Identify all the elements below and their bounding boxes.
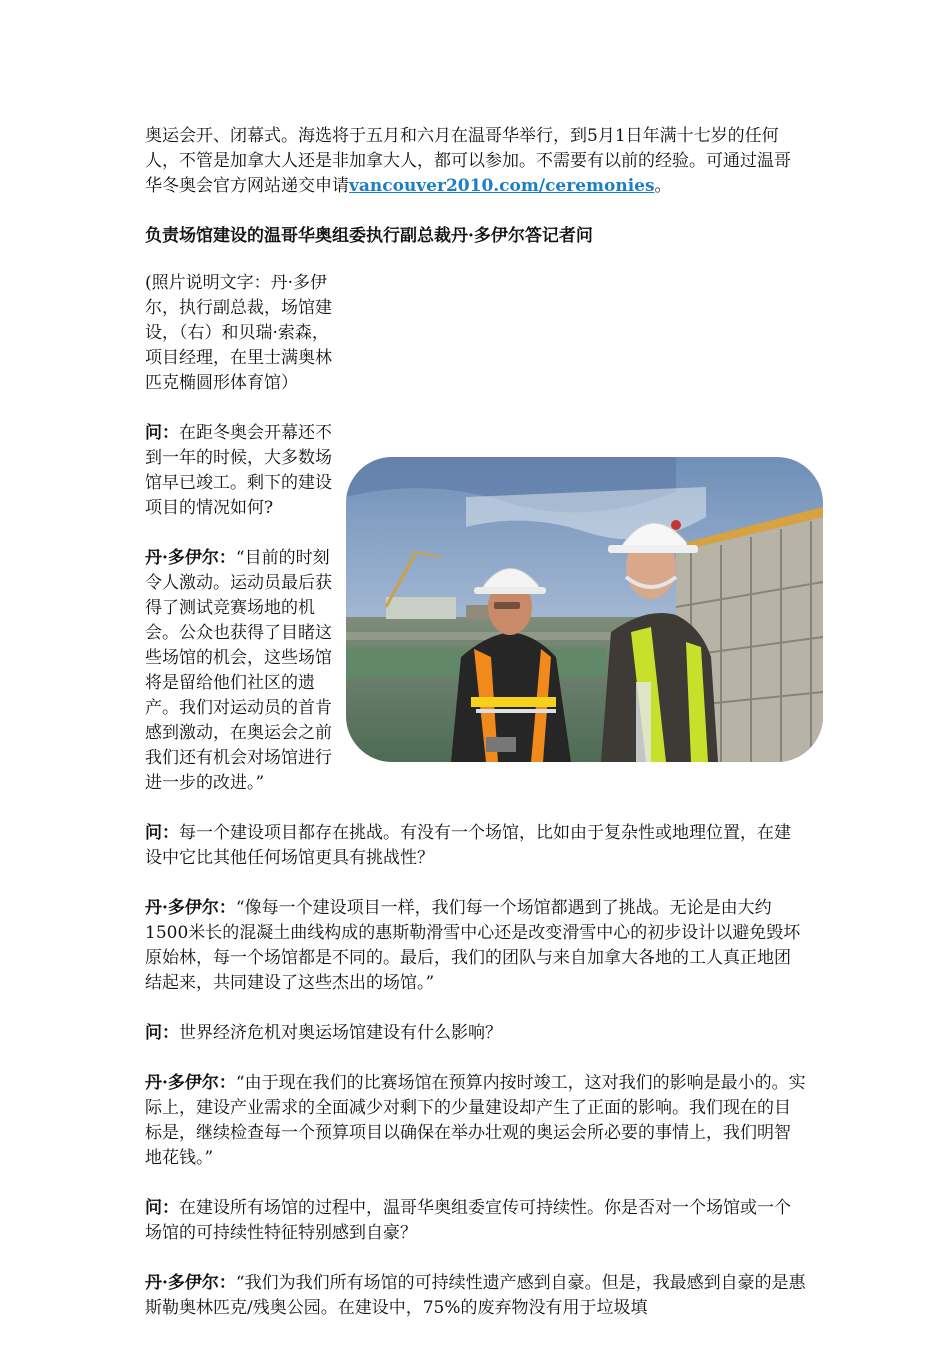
intro-paragraph: 奥运会开、闭幕式。海选将于五月和六月在温哥华举行，到5月1日年满十七岁的任何人，不管是加拿大人还是非加拿大人，都可以参加。不需要有以前的经验。可通过温哥华冬奥会官方网站递交申请vancouver2010.com/ceremonies。: [145, 126, 791, 196]
qa-answer-2: 丹·多伊尔：“像每一个建设项目一样，我们每一个场馆都遇到了挑战。无论是由大约1500米长的混凝土曲线构成的惠斯勒滑雪中心还是改变滑雪中心的初步设计以避免毁坏原始林，每一个场馆都是不同的。最后，我们的团队与来自加拿大各地的工人真正地团结起来，共同建设了这些杰出的场馆。”: [145, 898, 801, 993]
photo-caption: (照片说明文字：丹·多伊尔，执行副总裁，场馆建设，（右）和贝瑞·索森，项目经理，在里士满奥林匹克椭圆形体育馆）: [145, 273, 332, 393]
qa-answer-1: 丹·多伊尔：“目前的时刻令人激动。运动员最后获得了测试竞赛场地的机会。公众也获得了目睹这些场馆的机会，这些场馆将是留给他们社区的遗产。我们对运动员的首肯感到激动，在奥运会之前我们还有机会对场馆进行进一步的改进。”: [145, 548, 332, 793]
qa-question-4: 问：在建设所有场馆的过程中，温哥华奥组委宣传可持续性。你是否对一个场馆或一个场馆的可持续性特征特别感到自豪？: [145, 1198, 791, 1243]
article-heading: 负责场馆建设的温哥华奥组委执行副总裁丹·多伊尔答记者问: [145, 226, 593, 246]
qa-answer-4: 丹·多伊尔：“我们为我们所有场馆的可持续性遗产感到自豪。但是，我最感到自豪的是惠斯勒奥林匹克/残奥公园。在建设中，75%的废弃物没有用于垃圾填: [145, 1273, 806, 1318]
qa-question-3: 问：世界经济危机对奥运场馆建设有什么影响？: [145, 1023, 502, 1043]
qa-question-1: 问：在距冬奥会开幕还不到一年的时候，大多数场馆早已竣工。剩下的建设项目的情况如何?: [145, 423, 332, 518]
qa-answer-3: 丹·多伊尔：“由于现在我们的比赛场馆在预算内按时竣工，这对我们的影响是最小的。实际上，建设产业需求的全面减少对剩下的少量建设却产生了正面的影响。我们现在的目标是，继续检查每一个预算项目以确保在举办壮观的奥运会所必要的事情上，我们明智地花钱。”: [145, 1073, 806, 1168]
article-body: [145, 124, 807, 1346]
photo-illustration: [346, 457, 823, 762]
ceremonies-link[interactable]: vancouver2010.com/ceremonies: [349, 176, 655, 196]
qa-question-2: 问：每一个建设项目都存在挑战。有没有一个场馆，比如由于复杂性或地理位置，在建设中它比其他任何场馆更具有挑战性？: [145, 823, 791, 868]
construction-photo: [346, 457, 823, 762]
